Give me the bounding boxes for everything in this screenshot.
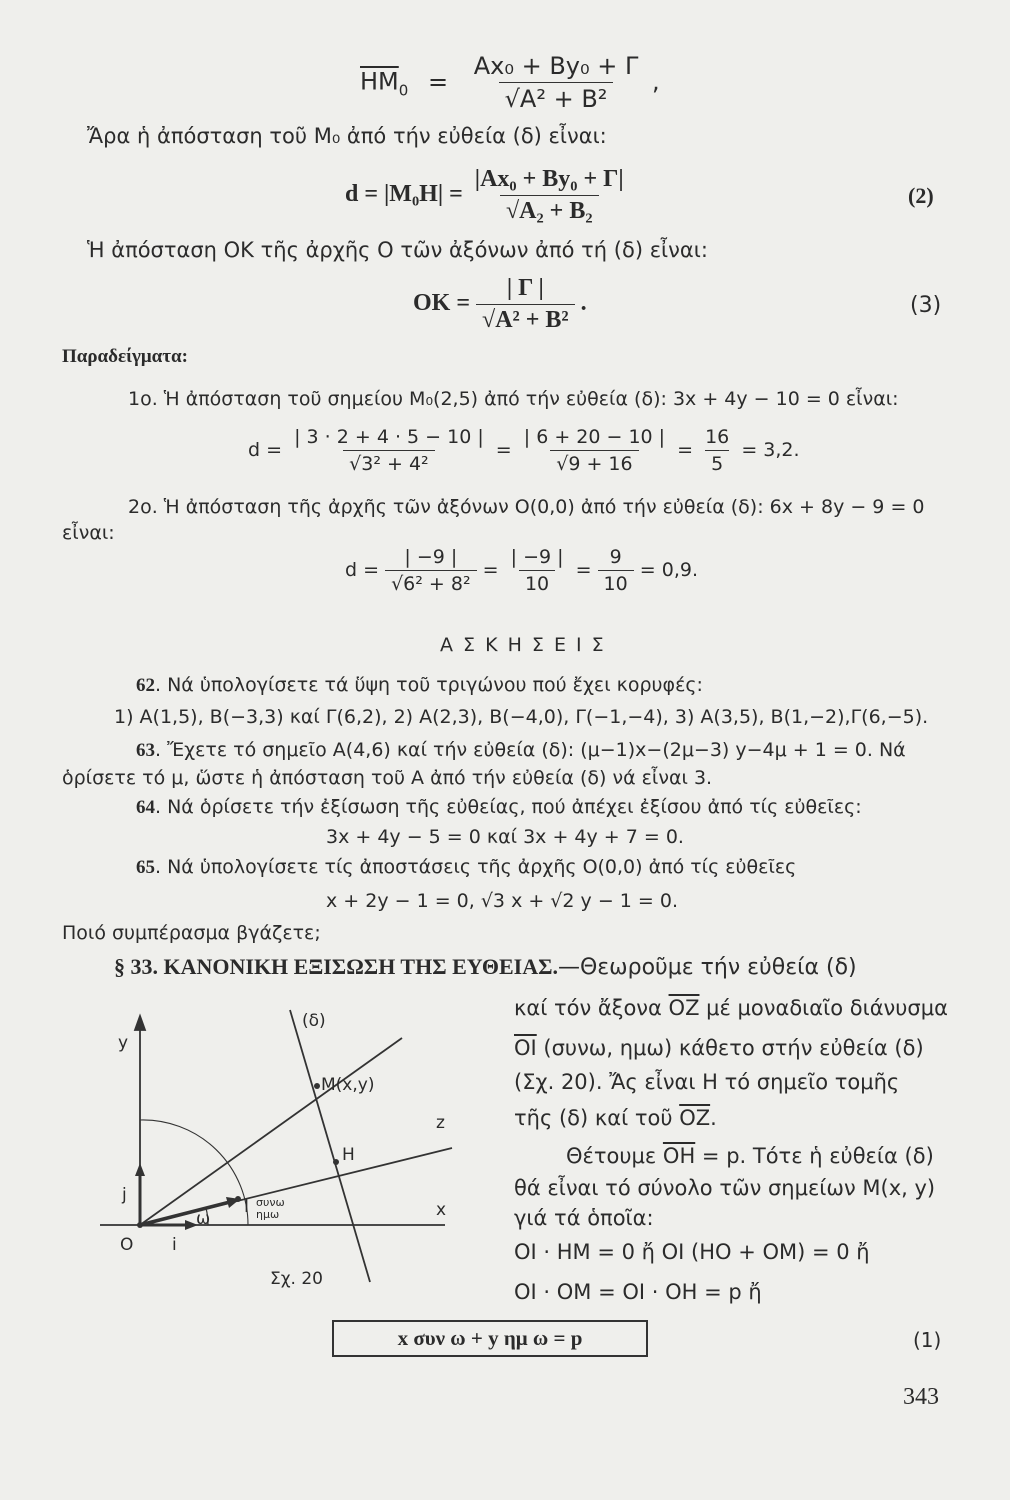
ex1-result: = 3,2. bbox=[741, 439, 800, 461]
fig-I-label: I bbox=[244, 1197, 250, 1217]
ex1-f1-num: | 3 · 2 + 4 · 5 − 10 | bbox=[294, 426, 484, 448]
exercise-63-text: . Ἔχετε τό σημεῖο A(4,6) καί τήν εὐθεία (δ): (μ−1)x−(2μ−3) y−4μ + 1 = 0. Νά bbox=[155, 739, 906, 761]
exercise-62 bbox=[136, 674, 703, 697]
right-line-1 bbox=[514, 996, 948, 1020]
fig-I-top: συνω bbox=[256, 1196, 285, 1209]
hm0-lhs: $\overline{HM}$ bbox=[360, 67, 399, 96]
examples-heading: Παραδείγματα: bbox=[62, 346, 188, 367]
ex2-fraction-1 bbox=[385, 546, 477, 595]
ex1-f3-den: 5 bbox=[705, 450, 729, 475]
exercise-63-number: 63 bbox=[136, 740, 155, 761]
eq3-fraction bbox=[476, 275, 575, 334]
ex1-f3-num: 16 bbox=[705, 426, 730, 448]
exercise-62-number: 62 bbox=[136, 675, 155, 696]
ex1-f1-den: √3² + 4² bbox=[343, 450, 435, 475]
fig-x-label: x bbox=[436, 1200, 447, 1220]
eq3-denominator: √A² + B² bbox=[476, 304, 575, 334]
eq2-denominator: √A₂ + B₂ bbox=[500, 195, 599, 225]
eq2-lhs: d = |M₀H| = bbox=[345, 181, 463, 208]
right-line-2b: (συνω, ημω) κάθετο στήν εὐθεία (δ) bbox=[536, 1036, 924, 1060]
fig-caption: Σχ. 20 bbox=[270, 1269, 324, 1289]
right-line-6: θά εἶναι τό σύνολο τῶν σημείων M(x, y) bbox=[514, 1176, 936, 1200]
vector-j-arrow bbox=[135, 1163, 145, 1176]
ex2-eq-a: = bbox=[482, 559, 499, 581]
eq2-label: (2) bbox=[908, 183, 934, 208]
ex1-fraction-3 bbox=[699, 426, 735, 475]
exercise-62-text: . Νά ὑπολογίσετε τά ὕψη τοῦ τριγώνου πού ἔχει κορυφές: bbox=[155, 674, 703, 696]
point-o bbox=[137, 1222, 143, 1228]
ex2-f3-num: 9 bbox=[609, 546, 622, 568]
ex2-f2-den: 10 bbox=[519, 570, 555, 595]
line-ara: Ἄρα ἡ ἀπόσταση τοῦ M₀ ἀπό τήν εὐθεία (δ) εἶναι: bbox=[87, 124, 607, 148]
boxed-formula-label: (1) bbox=[913, 1328, 942, 1352]
right-line-3: (Σχ. 20). Ἄς εἶναι H τό σημεῖο τομῆς bbox=[514, 1070, 900, 1094]
right-line-9: OI · OM = OI · OH = p ἤ bbox=[514, 1280, 762, 1304]
fig-i-label: i bbox=[172, 1235, 177, 1255]
exercise-64-line2: 3x + 4y − 5 = 0 καί 3x + 4y + 7 = 0. bbox=[326, 826, 684, 848]
right-line-4a: τῆς (δ) καί τοῦ bbox=[514, 1106, 680, 1130]
exercise-63-line2: ὁρίσετε τό μ, ὥστε ἡ ἀπόσταση τοῦ A ἀπό τήν εὐθεία (δ) νά εἶναι 3. bbox=[62, 767, 713, 789]
hm0-sub: 0 bbox=[398, 81, 409, 100]
example-2-equation bbox=[345, 546, 698, 595]
eq3-tail: . bbox=[580, 290, 587, 317]
ex2-eq-b: = bbox=[575, 559, 592, 581]
ex1-d: d = bbox=[248, 439, 283, 461]
exercise-65-text: . Νά ὑπολογίσετε τίς ἀποστάσεις τῆς ἀρχῆς O(0,0) ἀπό τίς εὐθεῖες bbox=[155, 856, 797, 878]
ex2-fraction-2 bbox=[505, 546, 570, 595]
example-1-text: 1ο. Ἡ ἀπόσταση τοῦ σημείου M₀(2,5) ἀπό τήν εὐθεία (δ): 3x + 4y − 10 = 0 εἶναι: bbox=[128, 388, 899, 410]
line-ok: Ἡ ἀπόσταση ΟΚ τῆς ἀρχῆς Ο τῶν ἀξόνων ἀπό τή (δ) εἶναι: bbox=[87, 238, 708, 262]
exercises-heading: Α Σ Κ Η Σ Ε Ι Σ bbox=[440, 634, 606, 656]
right-line-1a: καί τόν ἄξονα bbox=[514, 996, 669, 1020]
example-2-text-2: εἶναι: bbox=[62, 522, 115, 544]
fig-delta-label: (δ) bbox=[302, 1011, 326, 1031]
ex2-f3-den: 10 bbox=[598, 570, 634, 595]
point-m bbox=[314, 1083, 320, 1089]
eq3-label: (3) bbox=[910, 293, 942, 318]
ex2-d: d = bbox=[345, 559, 380, 581]
ex1-f2-den: √9 + 16 bbox=[550, 450, 638, 475]
eq3-numerator: | Γ | bbox=[506, 275, 544, 301]
example-2-text: 2ο. Ἡ ἀπόσταση τῆς ἀρχῆς τῶν ἀξόνων O(0,0) ἀπό τήν εὐθεία (δ): 6x + 8y − 9 = 0 bbox=[128, 496, 925, 518]
exercise-65 bbox=[136, 856, 796, 879]
page-number: 343 bbox=[903, 1384, 939, 1410]
right-line-8: OI · HM = 0 ἤ OI (HO + OM) = 0 ἤ bbox=[514, 1240, 870, 1264]
vector-oz-2: $\overline{OZ}$ bbox=[679, 1106, 711, 1130]
point-h bbox=[333, 1159, 339, 1165]
right-line-2 bbox=[514, 1036, 924, 1060]
ex2-f2-num: | −9 | bbox=[510, 546, 564, 568]
equation-hm0: $\overline{HM}_0$ = $\frac{\text{Ax₀ + By₀ + Γ}}{\text{√A² + B²}}$ , bbox=[360, 52, 660, 113]
ex1-eq-a: = bbox=[495, 439, 512, 461]
exercise-63 bbox=[136, 739, 906, 762]
vector-oh: $\overline{OH}$ bbox=[662, 1144, 696, 1168]
exercise-65-line2: x + 2y − 1 = 0, √3 x + √2 y − 1 = 0. bbox=[326, 890, 679, 912]
ex2-result: = 0,9. bbox=[639, 559, 698, 581]
hm0-numerator: Ax₀ + By₀ + Γ bbox=[473, 52, 639, 80]
ex1-fraction-1 bbox=[288, 426, 490, 475]
boxed-formula: x συν ω + y ημ ω = p bbox=[332, 1320, 648, 1357]
hm0-tail: , bbox=[651, 67, 660, 96]
vector-oz: $\overline{OZ}$ bbox=[668, 996, 700, 1020]
exercise-65-number: 65 bbox=[136, 857, 155, 878]
right-line-5b: = p. Τότε ἡ εὐθεία (δ) bbox=[695, 1144, 934, 1168]
exercise-62-line2: 1) A(1,5), B(−3,3) καί Γ(6,2), 2) A(2,3), B(−4,0), Γ(−1,−4), 3) A(3,5), B(1,−2),Γ(6,−5). bbox=[114, 706, 929, 728]
fig-o-label: O bbox=[120, 1235, 134, 1255]
vector-oi: $\overline{OI}$ bbox=[514, 1036, 537, 1060]
right-line-7: γιά τά ὁποῖα: bbox=[514, 1206, 654, 1230]
exercise-64-text: . Νά ὁρίσετε τήν ἐξίσωση τῆς εὐθείας, πού ἀπέχει ἐξίσου ἀπό τίς εὐθεῖες: bbox=[155, 796, 862, 818]
right-line-1b: μέ μοναδιαῖο διάνυσμα bbox=[699, 996, 948, 1020]
eq2-fraction bbox=[469, 166, 630, 225]
fig-y-label: y bbox=[118, 1033, 129, 1053]
fig-m-label: M(x,y) bbox=[321, 1075, 375, 1095]
ex2-fraction-3 bbox=[598, 546, 634, 595]
right-line-5 bbox=[566, 1144, 934, 1168]
y-axis-arrow bbox=[135, 1016, 145, 1030]
right-line-5a: Θέτουμε bbox=[566, 1144, 663, 1168]
fig-z-label: z bbox=[436, 1113, 445, 1133]
figure-sch-20 bbox=[80, 1000, 500, 1300]
hm0-fraction bbox=[468, 52, 645, 113]
exercise-64-number: 64 bbox=[136, 797, 155, 818]
equation-2 bbox=[345, 166, 630, 225]
section-title: § 33. ΚΑΝΟΝΙΚΗ ΕΞΙΣΩΣΗ ΤΗΣ ΕΥΘΕΙΑΣ. bbox=[114, 954, 558, 979]
line-delta bbox=[290, 1010, 370, 1282]
fig-omega-label: ω bbox=[196, 1209, 211, 1229]
eq3-lhs: OK = bbox=[413, 290, 471, 317]
fig-I-bot: ημω bbox=[256, 1208, 280, 1221]
point-i bbox=[235, 1196, 241, 1202]
fig-j-label: j bbox=[122, 1185, 127, 1205]
right-line-4 bbox=[514, 1106, 717, 1130]
ex2-f1-den: √6² + 8² bbox=[385, 570, 477, 595]
exercise-65-line3: Ποιό συμπέρασμα βγάζετε; bbox=[62, 922, 321, 944]
fig-h-label: H bbox=[342, 1145, 355, 1165]
eq2-numerator: |Ax₀ + By₀ + Γ| bbox=[474, 166, 624, 192]
exercise-64 bbox=[136, 796, 862, 819]
ex1-fraction-2 bbox=[518, 426, 671, 475]
section-intro: —Θεωροῦμε τήν εὐθεία (δ) bbox=[557, 955, 857, 980]
ex1-f2-num: | 6 + 20 − 10 | bbox=[523, 426, 666, 448]
section-heading bbox=[114, 954, 857, 980]
example-1-equation bbox=[248, 426, 800, 475]
equation-3 bbox=[413, 275, 587, 334]
right-line-4b: . bbox=[710, 1106, 717, 1130]
hm0-denominator: √A² + B² bbox=[499, 82, 614, 113]
unit-arc bbox=[140, 1120, 248, 1225]
ex1-eq-b: = bbox=[677, 439, 694, 461]
ex2-f1-num: | −9 | bbox=[404, 546, 458, 568]
